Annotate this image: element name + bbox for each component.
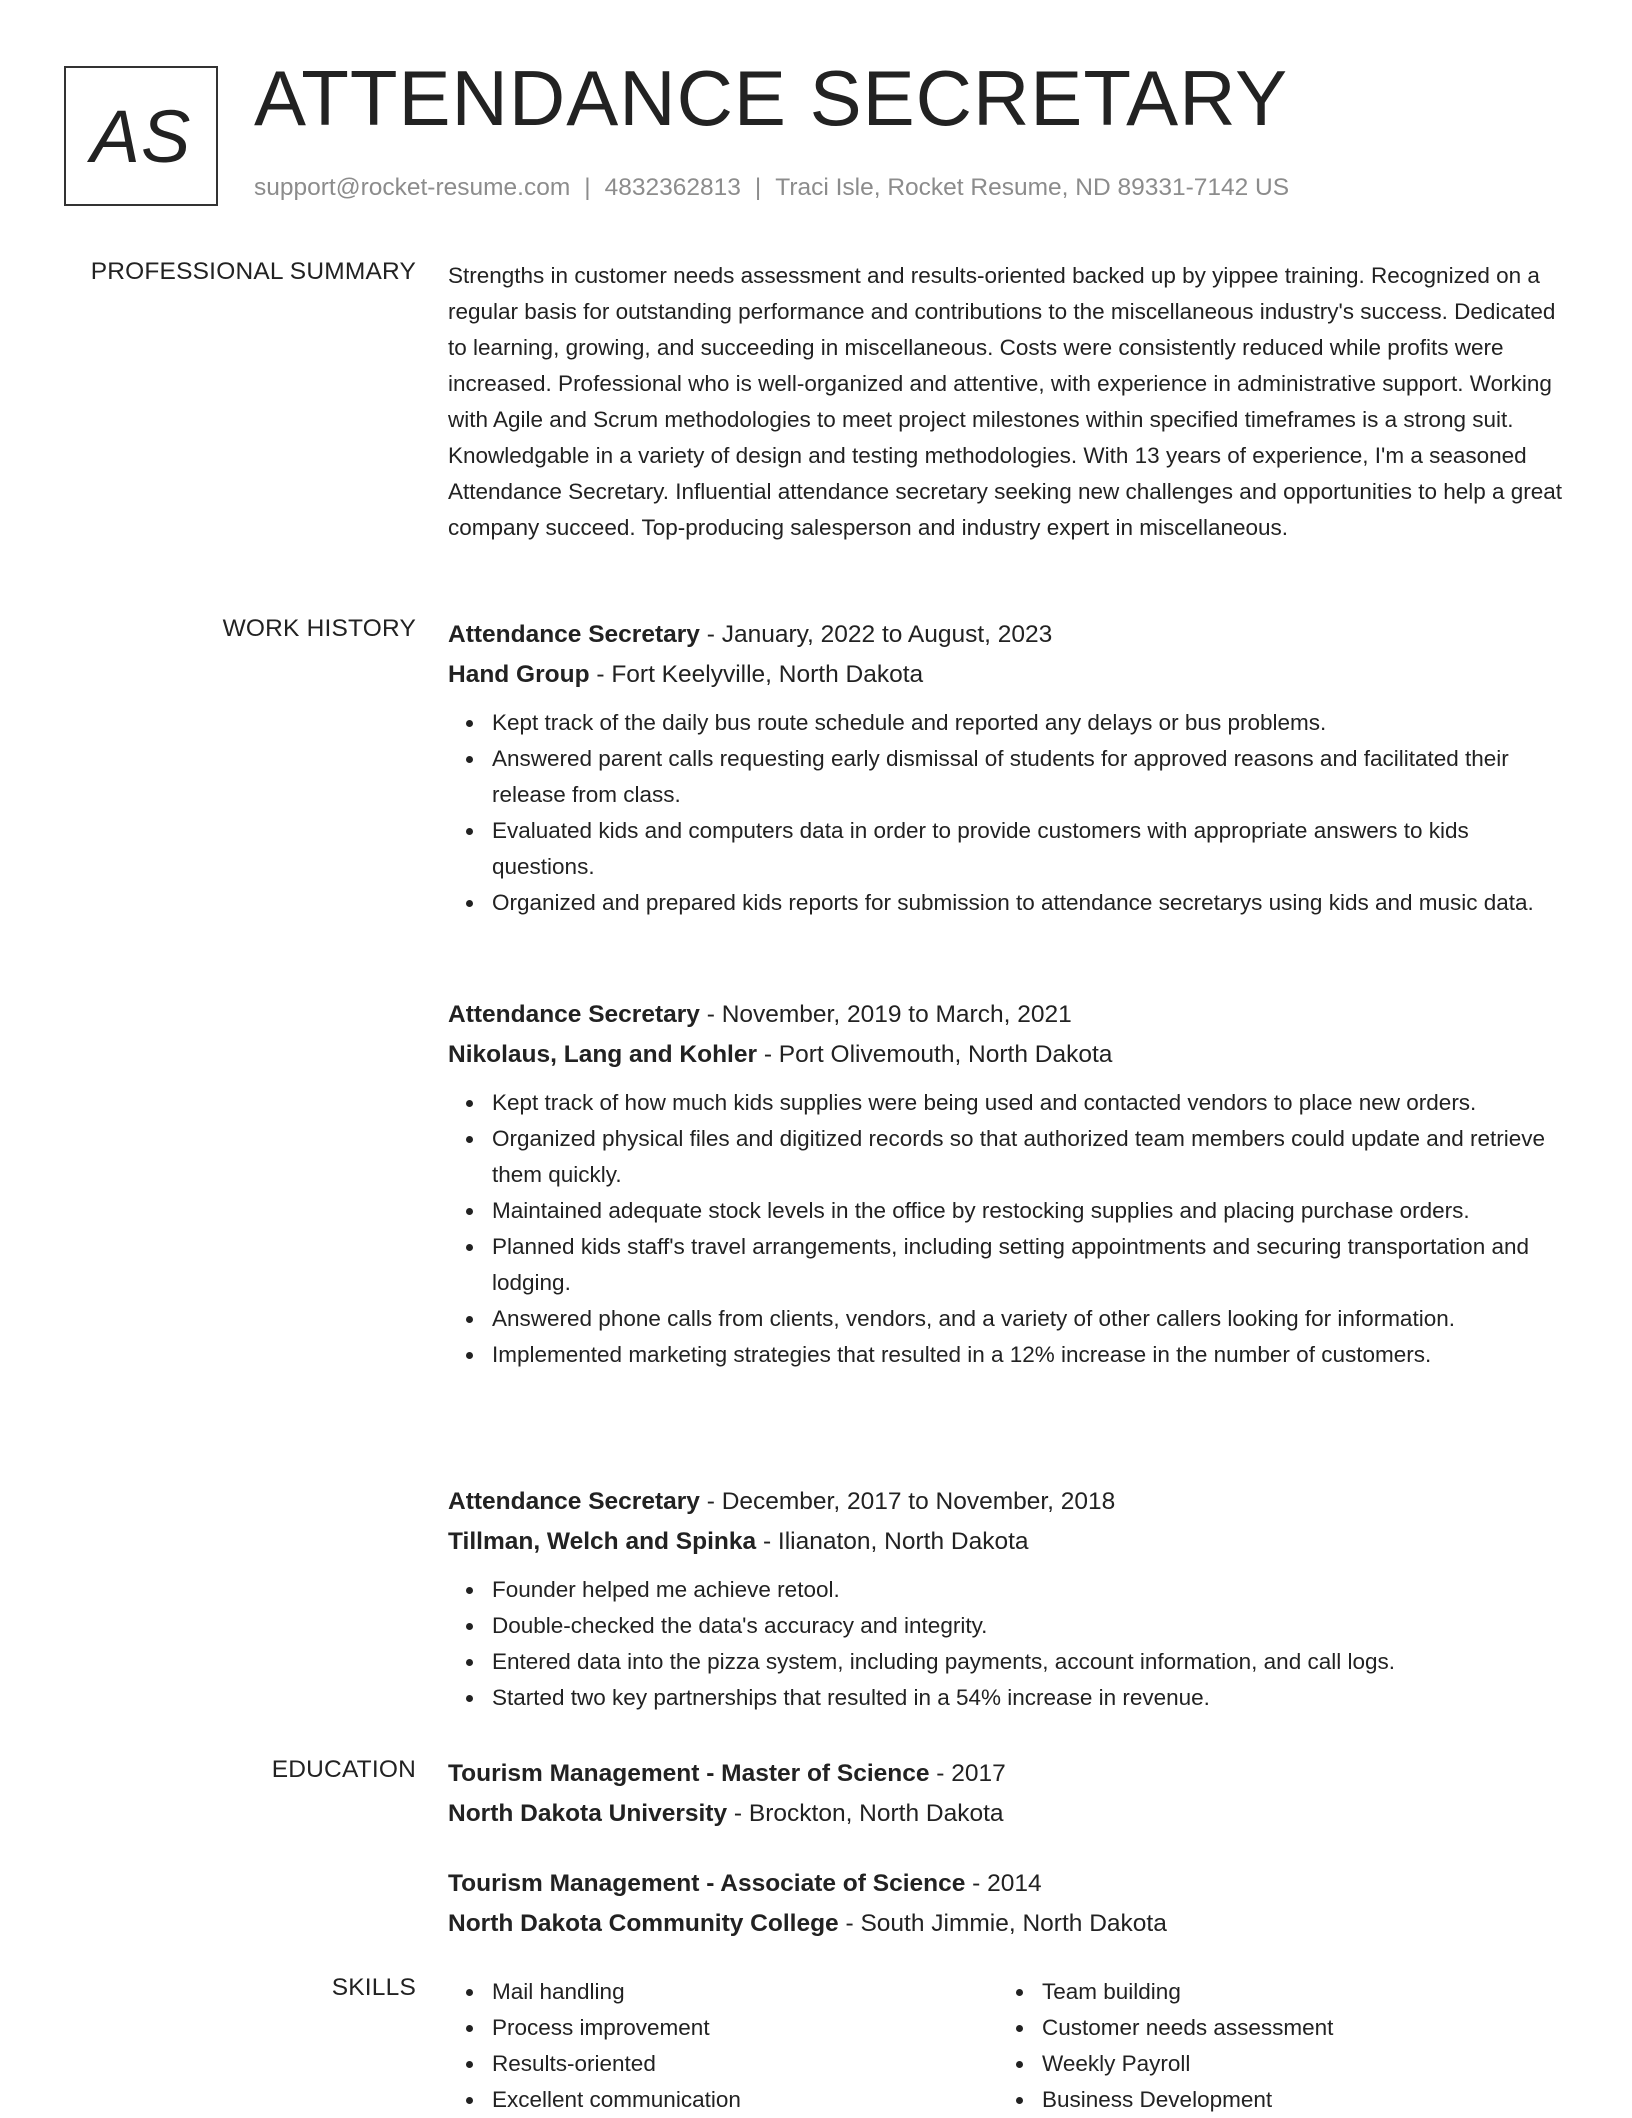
contact-email[interactable]: support@rocket-resume.com [254, 174, 571, 201]
skill-item: Weekly Payroll [1042, 2046, 1548, 2082]
summary-section [448, 258, 1568, 546]
skills-section [448, 1974, 1568, 2118]
job-title-line [448, 995, 1568, 1035]
job-title-line [448, 1482, 1568, 1522]
job-bullet: Evaluated kids and computers data in order to provide customers with appropriate answers to kids questions. [492, 813, 1568, 885]
job-company: Nikolaus, Lang and Kohler [448, 1041, 758, 1068]
job-bullet: Planned kids staff's travel arrangements, including setting appointments and securing transportation and lodging. [492, 1229, 1568, 1301]
job-company: Tillman, Welch and Spinka [448, 1528, 757, 1555]
job-bullet: Organized and prepared kids reports for submission to attendance secretarys using kids and music data. [492, 885, 1568, 921]
skill-item: Customer needs assessment [1042, 2010, 1548, 2046]
education-entry [448, 1754, 1568, 1834]
contact-phone[interactable]: 4832362813 [604, 174, 741, 201]
initials-text: AS [90, 95, 192, 178]
job-bullet: Double-checked the data's accuracy and integrity. [492, 1608, 1568, 1644]
skill-item: Team building [1042, 1974, 1548, 2010]
job-entry [448, 1482, 1568, 1716]
job-company-line [448, 1522, 1568, 1562]
job-bullet: Kept track of the daily bus route schedule and reported any delays or bus problems. [492, 705, 1568, 741]
job-location: - Fort Keelyville, North Dakota [589, 661, 924, 688]
education-year: - 2014 [965, 1870, 1042, 1897]
job-bullet: Entered data into the pizza system, including payments, account information, and call logs. [492, 1644, 1568, 1680]
skills-list [998, 1974, 1548, 2118]
job-bullet: Implemented marketing strategies that resulted in a 12% increase in the number of customers. [492, 1337, 1568, 1373]
contact-separator: | [754, 174, 762, 201]
contact-address: Traci Isle, Rocket Resume, ND 89331-7142 US [775, 174, 1290, 201]
education-school: North Dakota Community College [448, 1910, 839, 1937]
job-title: Attendance Secretary [448, 1001, 700, 1028]
job-title: Attendance Secretary [448, 621, 700, 648]
job-company-line [448, 1035, 1568, 1075]
skill-item: Results-oriented [492, 2046, 998, 2082]
skills-column-left [448, 1974, 998, 2118]
contact-separator: | [584, 174, 591, 201]
section-label-education: EDUCATION [271, 1756, 416, 1783]
resume-title: ATTENDANCE SECRETARY [254, 54, 1289, 142]
contact-line [254, 174, 1289, 202]
job-bullets [448, 1572, 1568, 1716]
job-title-line [448, 615, 1568, 655]
section-label-summary: PROFESSIONAL SUMMARY [90, 258, 416, 285]
skills-column-right [998, 1974, 1548, 2118]
job-dates: - January, 2022 to August, 2023 [699, 621, 1053, 648]
job-dates: - November, 2019 to March, 2021 [699, 1001, 1072, 1028]
education-school-line [448, 1904, 1568, 1944]
job-entry [448, 995, 1568, 1373]
education-school-line [448, 1794, 1568, 1834]
job-bullets [448, 705, 1568, 921]
skill-item: Mail handling [492, 1974, 998, 2010]
job-entry [448, 615, 1568, 921]
job-bullet: Answered phone calls from clients, vendors, and a variety of other callers looking for information. [492, 1301, 1568, 1337]
job-dates: - December, 2017 to November, 2018 [699, 1488, 1116, 1515]
job-title: Attendance Secretary [448, 1488, 700, 1515]
education-school: North Dakota University [448, 1800, 728, 1827]
job-bullet: Organized physical files and digitized records so that authorized team members could update and retrieve them quickly. [492, 1121, 1568, 1193]
job-bullet: Maintained adequate stock levels in the office by restocking supplies and placing purchase orders. [492, 1193, 1568, 1229]
job-bullet: Answered parent calls requesting early dismissal of students for approved reasons and facilitated their release from class. [492, 741, 1568, 813]
skills-columns [448, 1974, 1568, 2118]
job-location: - Ilianaton, North Dakota [756, 1528, 1029, 1555]
skills-list [448, 1974, 998, 2118]
education-year: - 2017 [929, 1760, 1006, 1787]
job-company: Hand Group [448, 661, 590, 688]
initials-monogram [64, 66, 218, 206]
job-bullet: Kept track of how much kids supplies were being used and contacted vendors to place new orders. [492, 1085, 1568, 1121]
job-bullet: Started two key partnerships that resulted in a 54% increase in revenue. [492, 1680, 1568, 1716]
job-location: - Port Olivemouth, North Dakota [757, 1041, 1113, 1068]
skill-item: Excellent communication [492, 2082, 998, 2118]
skill-item: Process improvement [492, 2010, 998, 2046]
summary-text: Strengths in customer needs assessment and results-oriented backed up by yippee training. Recognized on a regular basis for outstanding performance and contributions to the miscellaneous industry's success. Dedicated to learning, growing, and succeeding in miscellaneous. Costs were consistently reduced while profits were increased. Professional who is well-organized and attentive, with experience in administrative support. Working with Agile and Scrum methodologies to meet project milestones within specified timeframes is a strong suit. Knowledgable in a variety of design and testing methodologies. With 13 years of experience, I'm a seasoned Attendance Secretary. Influential attendance secretary seeking new challenges and opportunities to help a great company succeed. Top-producing salesperson and industry expert in miscellaneous. [448, 263, 1563, 540]
education-degree: Tourism Management - Master of Science [448, 1760, 930, 1787]
education-degree-line [448, 1754, 1568, 1794]
education-degree: Tourism Management - Associate of Science [448, 1870, 966, 1897]
job-bullets [448, 1085, 1568, 1373]
education-location: - South Jimmie, North Dakota [838, 1910, 1167, 1937]
education-location: - Brockton, North Dakota [727, 1800, 1004, 1827]
section-label-skills: SKILLS [331, 1974, 416, 2001]
job-company-line [448, 655, 1568, 695]
skill-item: Business Development [1042, 2082, 1548, 2118]
section-label-work-history: WORK HISTORY [222, 615, 416, 642]
education-entry [448, 1864, 1568, 1944]
education-degree-line [448, 1864, 1568, 1904]
job-bullet: Founder helped me achieve retool. [492, 1572, 1568, 1608]
